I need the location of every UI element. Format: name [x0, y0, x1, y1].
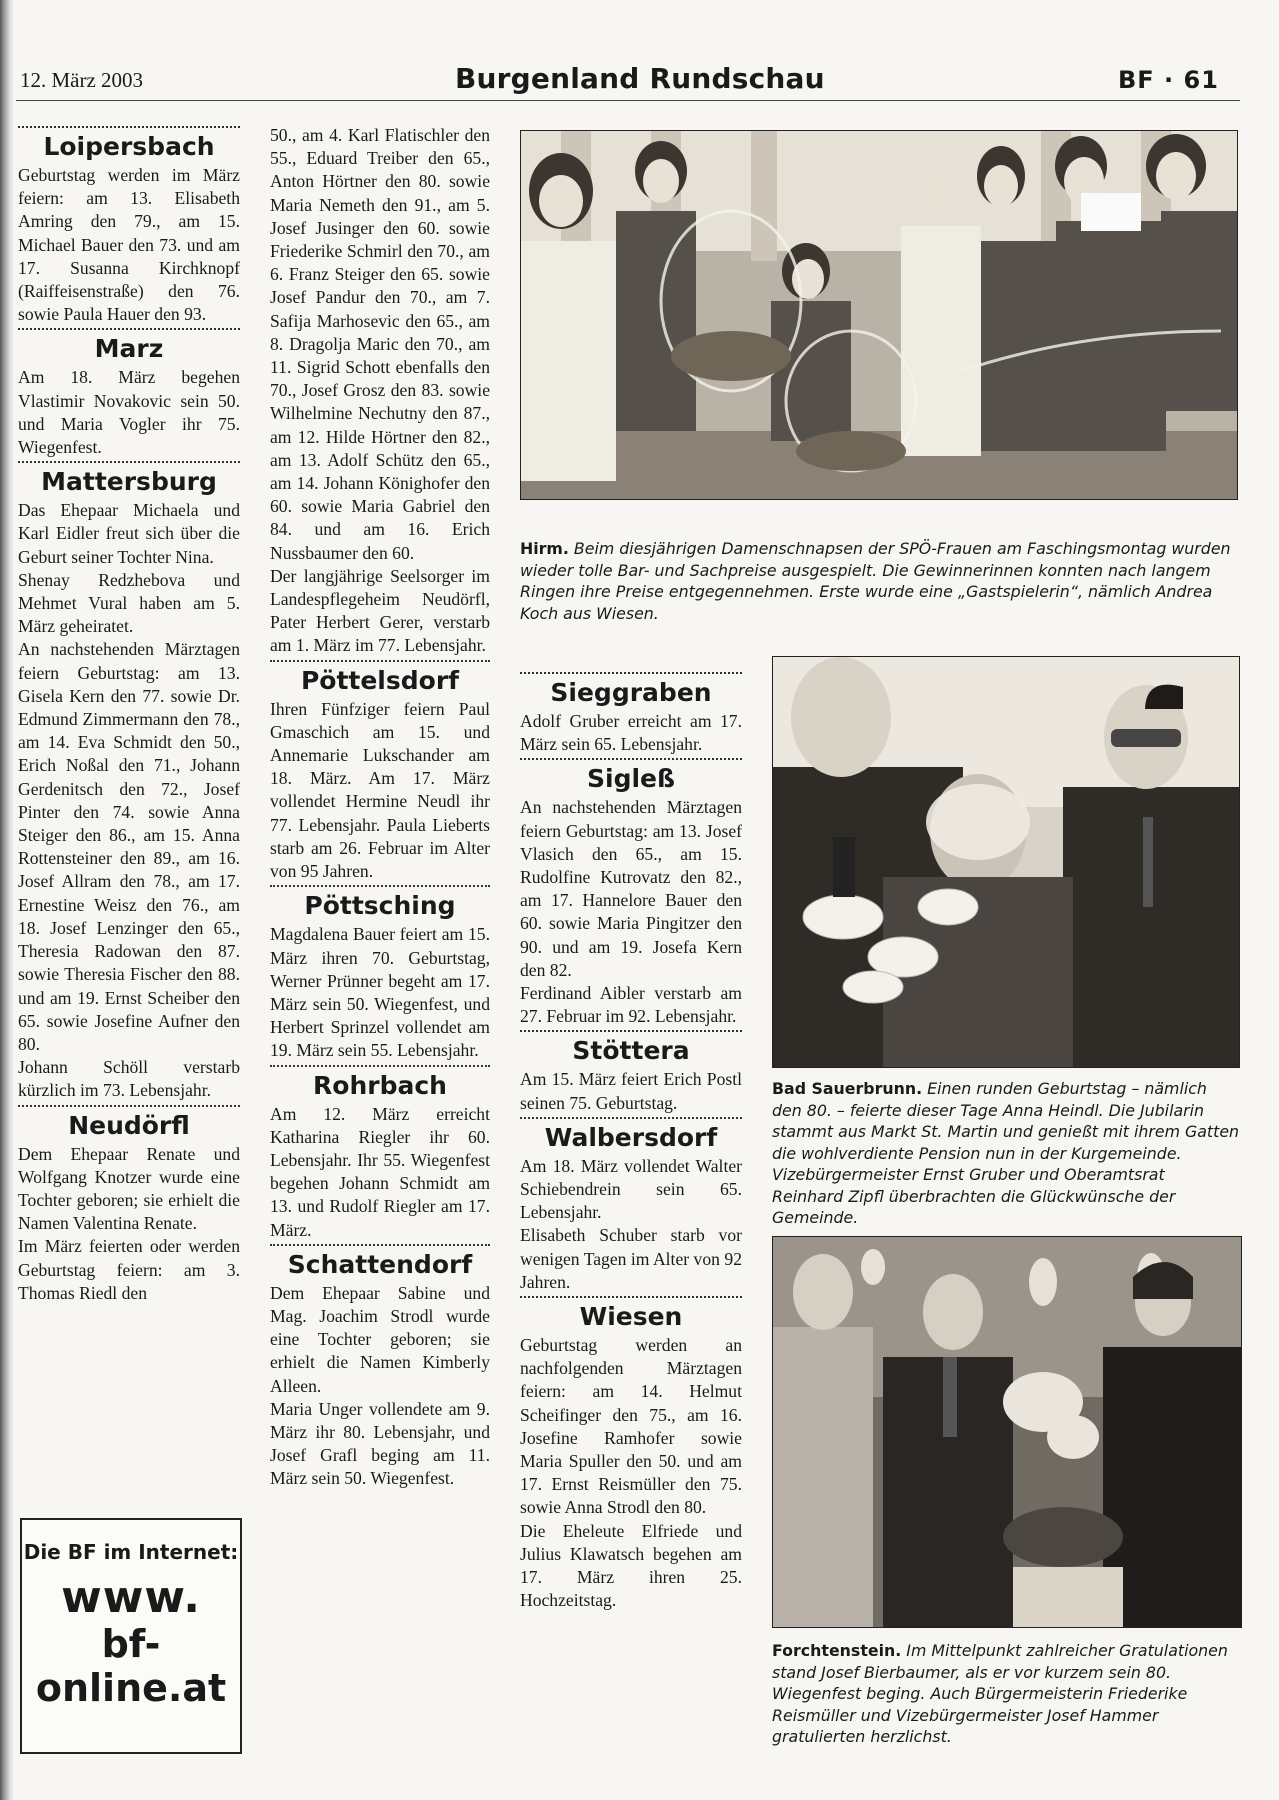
caption-forchtenstein-place: Forchtenstein. — [772, 1641, 902, 1660]
internet-ad-url-line1[interactable]: www. — [61, 1572, 201, 1623]
section-paragraph: Die Eheleute Elfriede und Julius Klawatsch begehen am 17. März ihren 25. Hochzeitstag. — [520, 1520, 742, 1611]
internet-ad-box — [20, 1518, 242, 1754]
column-3 — [520, 670, 742, 1613]
section-paragraph: Der langjährige Seelsorger im Landespflegeheim Neudörfl, Pater Herbert Gerer, verstarb am 1. März im 77. Lebensjahr. — [270, 565, 490, 656]
section-divider — [520, 1296, 742, 1298]
section-paragraph: Dem Ehepaar Renate und Wolfgang Knotzer wurde eine Tochter geboren; sie erhielt die Namen Valentina Renate. — [18, 1143, 240, 1234]
column-2 — [270, 124, 490, 1491]
caption-bad-sauerbrunn — [772, 1078, 1240, 1229]
section-title: Pöttsching — [304, 891, 456, 921]
section-paragraph: Maria Unger vollendete am 9. März ihr 80. Lebensjahr, und Josef Grafl beging am 11. März sein 50. Wiegenfest. — [270, 1398, 490, 1489]
section-divider — [520, 1117, 742, 1119]
internet-ad-url-line2[interactable]: bf- — [101, 1622, 161, 1666]
photo-bad-sauerbrunn-image — [773, 657, 1239, 1067]
section-paragraph: Im März feierten oder werden Geburtstag feiern: am 3. Thomas Riedl den — [18, 1236, 240, 1303]
section-divider — [18, 461, 240, 463]
section-paragraph: 50., am 4. Karl Flatischler den 55., Eduard Treiber den 65., Anton Hörtner den 80. sowie Maria Nemeth den 91., am 5. Josef Jusinger den 60. sowie Friederike Schmirl den 70., am 6. Franz Steiger den 65. sowie Josef Pandur den 70., am 7. Safija Marhosevic den 65., am 8. Dragolja Maric den 70., am 11. Sigrid Schott ebenfalls den 70., Josef Grosz den 83. sowie Wilhelmine Nechutny den 87., am 12. Hilde Hörtner den 82., am 13. Adolf Schütz den 65., am 14. Johann Könighofer den 60. sowie Maria Gabriel den 84. und am 16. Erich Nussbaumer den 60. — [270, 125, 490, 563]
section-paragraph: Am 18. März vollendet Walter Schiebendrein sein 65. Lebensjahr. — [520, 1155, 742, 1223]
photo-bad-sauerbrunn — [772, 656, 1240, 1068]
caption-hirm-place: Hirm. — [520, 539, 569, 558]
section-divider — [520, 1030, 742, 1032]
section-stoettera — [520, 1030, 742, 1114]
section-rohrbach — [270, 1065, 490, 1242]
section-poettsching — [270, 885, 490, 1062]
section-title: Wiesen — [579, 1302, 683, 1332]
section-title: Pöttelsdorf — [300, 665, 460, 695]
internet-ad-heading: Die BF im Internet: — [23, 1540, 239, 1564]
section-divider — [270, 660, 490, 662]
section-neudoerfl — [18, 1105, 240, 1305]
section-sigless — [520, 758, 742, 1028]
internet-ad-url-line3[interactable]: online.at — [35, 1666, 227, 1710]
section-paragraph: An nachstehenden Märztagen feiern Geburtstag: am 13. Gisela Kern den 77. sowie Dr. Edmund Zimmermann den 78., am 14. Eva Schmidt den 50., Erich Noßal den 71., Johann Gerdenitsch den 72., Josef Pinter den 74. sowie Anna Steiger den 86., am 15. Anna Rottensteiner den 89., am 16. Josef Allram den 78., am 17. Ernestine Weisz den 76., am 18. Josef Lenzinger den 65., Theresia Radowan den 87. sowie Theresia Fischer den 88. und am 19. Ernst Scheiber den 65. sowie Josefine Aufner den 80. — [18, 639, 240, 1054]
section-paragraph: Ferdinand Aibler verstarb am 27. Februar im 92. Lebensjahr. — [520, 983, 742, 1027]
section-title: Loipersbach — [43, 132, 215, 161]
section-paragraph: Dem Ehepaar Sabine und Mag. Joachim Strodl wurde eine Tochter geboren; sie erhielt die Namen Kimberly Alleen. — [270, 1282, 490, 1396]
section-title: Rohrbach — [313, 1070, 447, 1100]
caption-forchtenstein — [772, 1640, 1240, 1748]
section-mattersburg — [18, 461, 240, 1102]
section-divider — [18, 328, 240, 330]
section-title: Mattersburg — [41, 467, 217, 497]
photo-hirm-image — [521, 131, 1237, 499]
section-paragraph: Johann Schöll verstarb kürzlich im 73. Lebensjahr. — [18, 1057, 240, 1101]
header-rule — [16, 100, 1240, 101]
section-title: Sigleß — [587, 764, 675, 794]
section-title: Marz — [94, 334, 164, 364]
section-paragraph: Am 15. März feiert Erich Postl seinen 75. Geburtstag. — [520, 1069, 742, 1113]
section-paragraph: Geburtstag werden im März feiern: am 13. Elisabeth Amring den 79., am 15. Michael Bauer den 73. und am 17. Susanna Kirchknopf (Raiffeisenstraße) den 76. sowie Paula Hauer den 93. — [18, 165, 240, 325]
section-sieggraben — [520, 672, 742, 756]
section-paragraph: Shenay Redzhebova und Mehmet Vural haben am 5. März geheiratet. — [18, 569, 240, 637]
section-paragraph: An nachstehenden Märztagen feiern Geburtstag: am 13. Josef Vlasich den 65., am 15. Rudolfine Kutrovatz den 82., am 17. Hannelore Bauer den 60. sowie Maria Pingitzer den 90. und am 19. Josefa Kern den 82. — [520, 797, 742, 980]
section-divider — [520, 758, 742, 760]
section-paragraph: Ihren Fünfziger feiern Paul Gmaschich am 15. und Annemarie Lukschander am 18. März. Am 17. März vollendet Hermine Neudl ihr 77. Lebensjahr. Paula Lieberts starb am 26. Februar im Alter von 95 Jahren. — [270, 698, 490, 882]
section-divider — [18, 1105, 240, 1107]
section-marz — [18, 328, 240, 459]
section-continued — [270, 124, 490, 658]
section-paragraph: Geburtstag werden an nachfolgenden Märztagen feiern: am 14. Helmut Scheifinger den 75., am 16. Josefine Ramhofer sowie Maria Spuller den 50. und am 17. Ernst Reismüller den 75. sowie Anna Strodl den 80. — [520, 1335, 742, 1518]
section-divider — [18, 126, 240, 128]
section-paragraph: Elisabeth Schuber starb vor wenigen Tagen im Alter von 92 Jahren. — [520, 1225, 742, 1292]
section-paragraph: Magdalena Bauer feiert am 15. März ihren 70. Geburtstag, Werner Prünner begeht am 17. März sein 50. Wiegenfest, und Herbert Sprinzel vollendet am 19. März sein 55. Lebensjahr. — [270, 924, 490, 1061]
caption-hirm-text: Beim diesjährigen Damenschnapsen der SPÖ-Frauen am Faschingsmontag wurden wieder tolle Bar- und Sachpreise ausgespielt. Die Gewinnerinnen konnten nach langem Ringen ihre Preise entgegennehmen. Erste wurde eine „Gastspielerin“, nämlich Andrea Koch aus Wiesen. — [520, 539, 1231, 623]
section-loipersbach — [18, 126, 240, 326]
newspaper-section-title: Burgenland Rundschau — [455, 62, 825, 95]
section-divider — [520, 672, 742, 674]
page-number: BF · 61 — [1118, 66, 1219, 94]
section-walbersdorf — [520, 1117, 742, 1294]
section-divider — [270, 1244, 490, 1246]
page-binding-shadow — [0, 0, 14, 1800]
caption-hirm — [520, 538, 1240, 624]
column-1 — [18, 124, 240, 1305]
section-title: Schattendorf — [287, 1249, 473, 1279]
section-divider — [270, 1065, 490, 1067]
section-divider — [270, 885, 490, 887]
section-paragraph: Am 18. März begehen Vlastimir Novakovic sein 50. und Maria Vogler ihr 75. Wiegenfest. — [18, 367, 240, 458]
section-poettelsdorf — [270, 660, 490, 884]
section-paragraph: Das Ehepaar Michaela und Karl Eidler freut sich über die Geburt seiner Tochter Nina. — [18, 500, 240, 567]
section-title: Stöttera — [572, 1036, 690, 1066]
section-paragraph: Am 12. März erreicht Katharina Riegler ihr 60. Lebensjahr. Ihr 55. Wiegenfest begehen Johann Schmidt am 13. und Rudolf Riegler am 17. März. — [270, 1103, 490, 1240]
section-schattendorf — [270, 1244, 490, 1491]
photo-forchtenstein-image — [773, 1237, 1241, 1627]
issue-date: 12. März 2003 — [20, 68, 144, 92]
section-wiesen — [520, 1296, 742, 1612]
photo-forchtenstein — [772, 1236, 1242, 1628]
caption-bad-sauerbrunn-text: Einen runden Geburtstag – nämlich den 80. – feierte dieser Tage Anna Heindl. Die Jubilarin stammt aus Markt St. Martin und genießt mit ihrem Gatten die wohlverdiente Pension nun in der Kurgemeinde. Vizebürgermeister Ernst Gruber und Oberamtsrat Reinhard Zipfl überbrachten die Glückwünsche der Gemeinde. — [772, 1079, 1240, 1227]
caption-bad-sauerbrunn-place: Bad Sauerbrunn. — [772, 1079, 923, 1098]
section-title: Neudörfl — [68, 1110, 190, 1140]
photo-hirm-damenschnapsen — [520, 130, 1238, 500]
caption-forchtenstein-text: Im Mittelpunkt zahlreicher Gratulationen stand Josef Bierbaumer, als er vor kurzem sein 80. Wiegenfest beging. Auch Bürgermeisterin Friederike Reismüller und Vizebürgermeister Josef Hammer gratulierten herzlichst. — [772, 1641, 1228, 1746]
section-title: Sieggraben — [550, 678, 712, 707]
section-title: Walbersdorf — [544, 1122, 718, 1152]
section-paragraph: Adolf Gruber erreicht am 17. März sein 65. Lebensjahr. — [520, 711, 742, 755]
